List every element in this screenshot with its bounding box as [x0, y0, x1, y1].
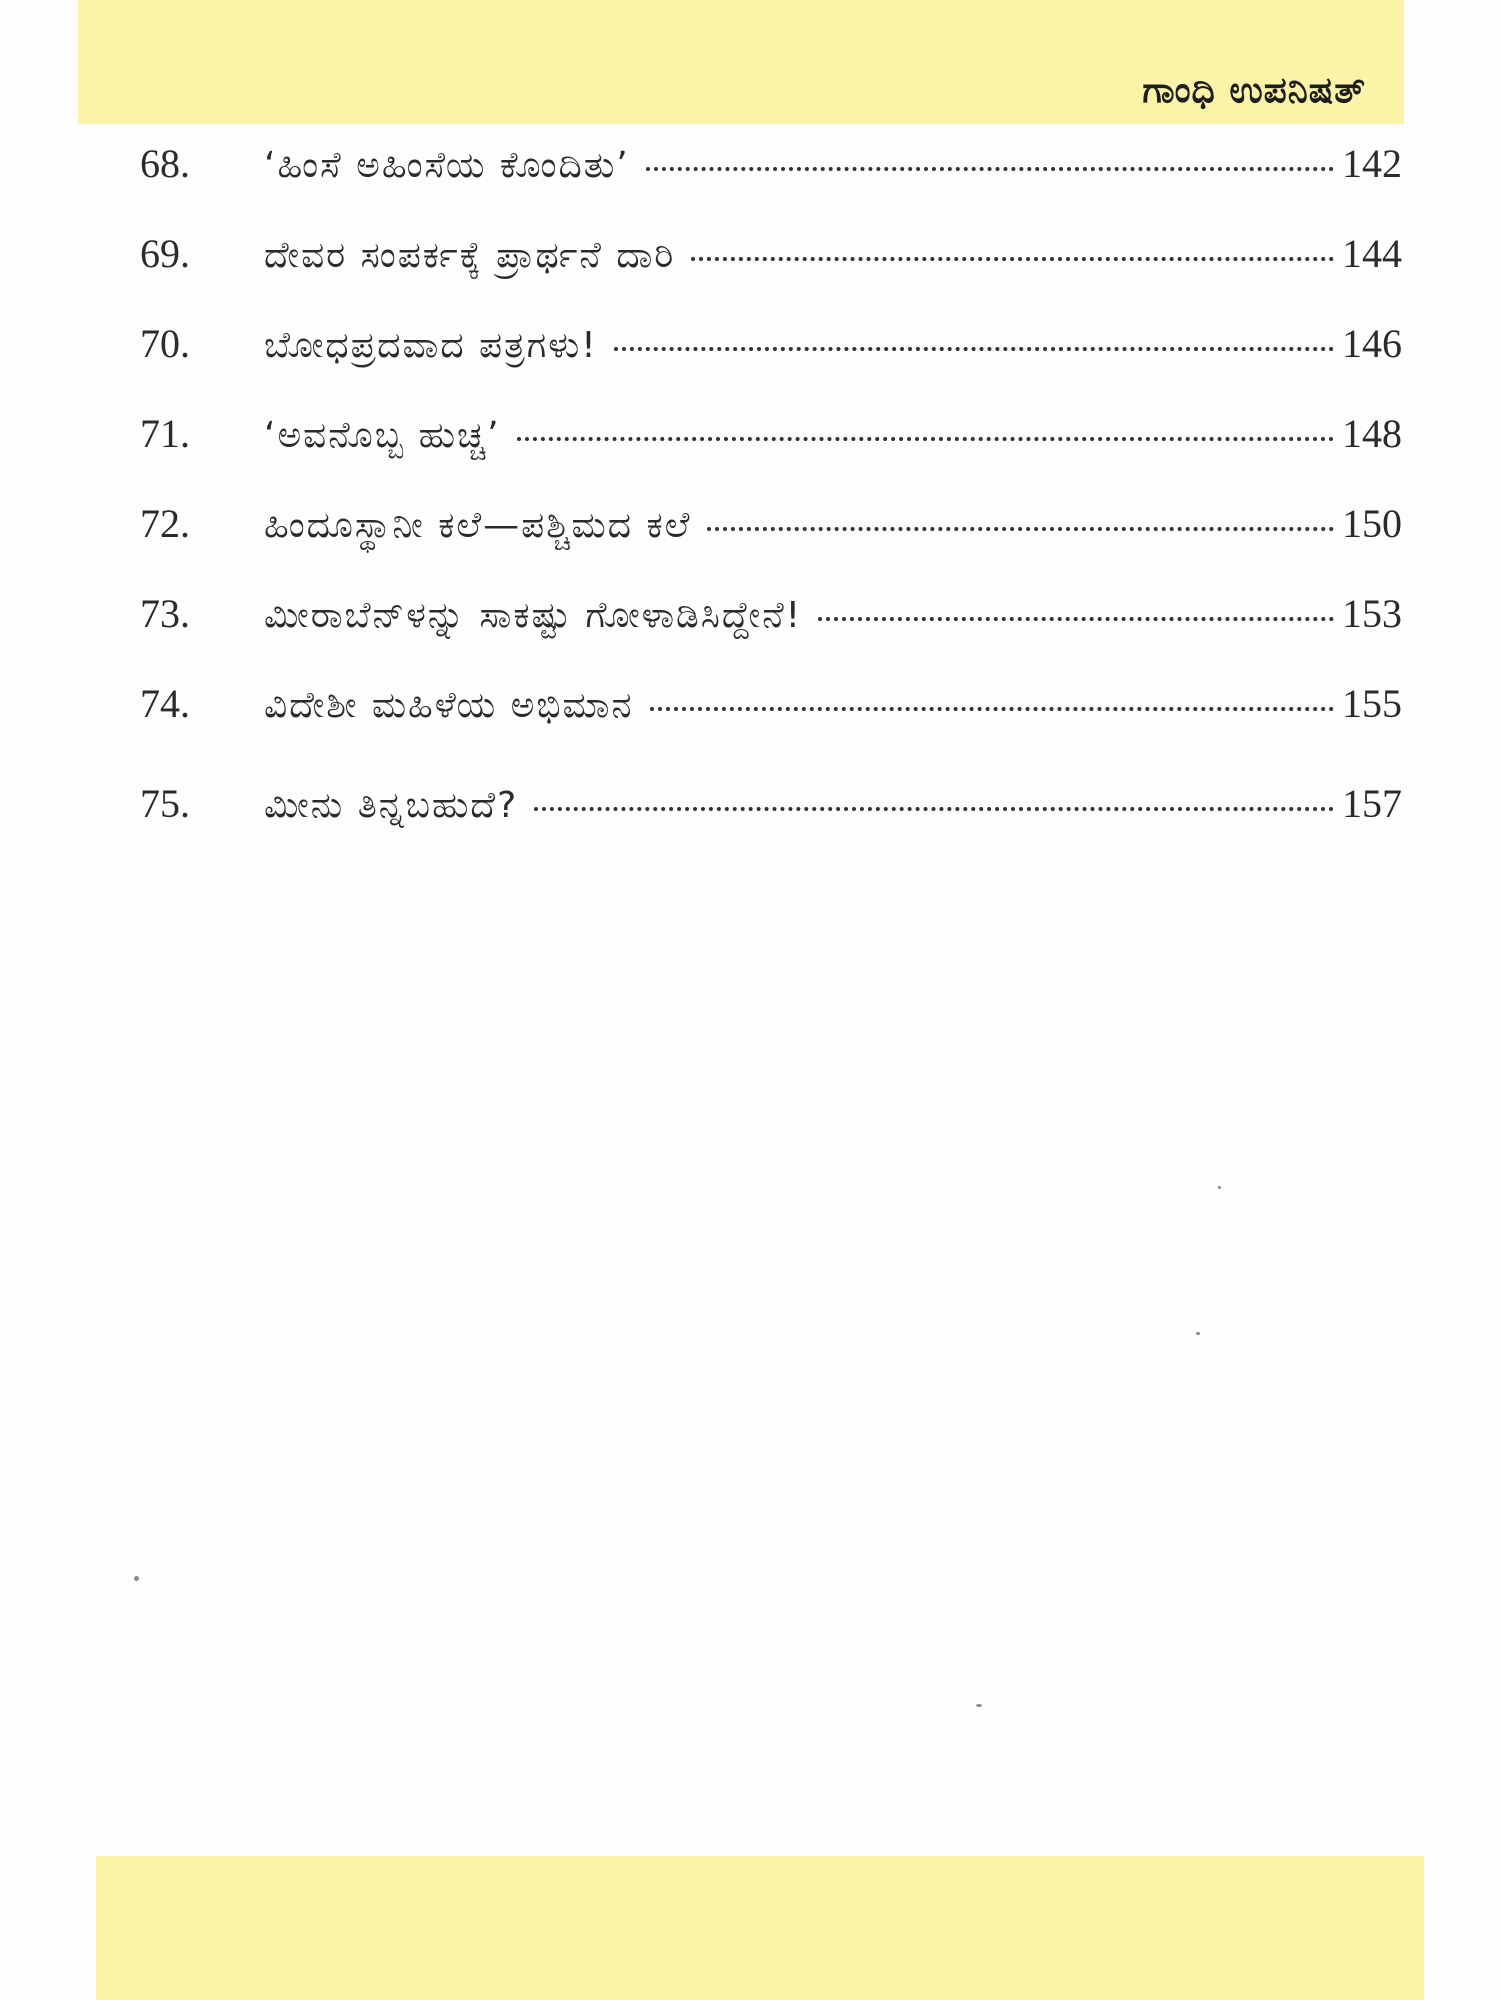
toc-entry-page: 146 — [1342, 321, 1402, 366]
dot-leader — [650, 707, 1334, 711]
toc-entry-title: ಮೀನು ತಿನ್ನಬಹುದೆ? — [264, 785, 519, 826]
toc-entry — [140, 230, 1402, 320]
dot-leader — [614, 347, 1334, 351]
toc-entry-number: 73. — [140, 591, 190, 636]
toc-entry-title: ವಿದೇಶೀ ಮಹಿಳೆಯ ಅಭಿಮಾನ — [264, 685, 634, 726]
toc-entry — [140, 780, 1402, 870]
toc-entry — [140, 320, 1402, 410]
toc-entry-title: ಹಿಂದೂಸ್ಥಾನೀ ಕಲೆ—ಪಶ್ಚಿಮದ ಕಲೆ — [264, 505, 692, 546]
toc-entry-page: 157 — [1342, 781, 1402, 826]
toc-entry-title: ‘ಅವನೊಬ್ಬ ಹುಚ್ಚ’ — [264, 415, 501, 456]
toc-entry-number: 70. — [140, 321, 190, 366]
running-head: ಗಾಂಧಿ ಉಪನಿಷತ್ — [1142, 70, 1366, 111]
toc-entry-title: ಮೀರಾಬೆನ್‌ಳನ್ನು ಸಾಕಷ್ಟು ಗೋಳಾಡಿಸಿದ್ದೇನೆ! — [264, 595, 803, 636]
toc-entry-title: ದೇವರ ಸಂಪರ್ಕಕ್ಕೆ ಪ್ರಾರ್ಥನೆ ದಾರಿ — [264, 235, 676, 276]
toc-entry-page: 155 — [1342, 681, 1402, 726]
toc-entry — [140, 680, 1402, 770]
toc-entry-page: 150 — [1342, 501, 1402, 546]
dot-leader — [534, 807, 1334, 811]
toc-entry — [140, 500, 1402, 590]
toc-entry — [140, 590, 1402, 680]
toc-entry-title: ‘ಹಿಂಸೆ ಅಹಿಂಸೆಯ ಕೊಂದಿತು’ — [264, 145, 630, 186]
toc-entry-number: 68. — [140, 141, 190, 186]
toc-entry — [140, 410, 1402, 500]
toc-entry-number: 71. — [140, 411, 190, 456]
toc-entry-title: ಬೋಧಪ್ರದವಾದ ಪತ್ರಗಳು! — [264, 325, 598, 366]
dot-leader — [691, 257, 1334, 261]
toc-entry-page: 148 — [1342, 411, 1402, 456]
paper-speck — [1218, 1186, 1221, 1189]
toc-entry-page: 142 — [1342, 141, 1402, 186]
dot-leader — [707, 527, 1334, 531]
dot-leader — [646, 167, 1334, 171]
paper-speck — [1196, 1332, 1200, 1335]
footer-band — [96, 1856, 1424, 2000]
dot-leader — [818, 617, 1334, 621]
dot-leader — [517, 437, 1334, 441]
toc-entry-number: 74. — [140, 681, 190, 726]
table-of-contents — [140, 140, 1402, 870]
toc-entry-number: 75. — [140, 781, 190, 826]
paper-speck — [134, 1576, 139, 1581]
header-band — [78, 0, 1404, 124]
toc-entry-number: 69. — [140, 231, 190, 276]
toc-entry-page: 144 — [1342, 231, 1402, 276]
toc-entry-number: 72. — [140, 501, 190, 546]
toc-entry — [140, 140, 1402, 230]
toc-entry-page: 153 — [1342, 591, 1402, 636]
paper-speck — [976, 1704, 982, 1707]
